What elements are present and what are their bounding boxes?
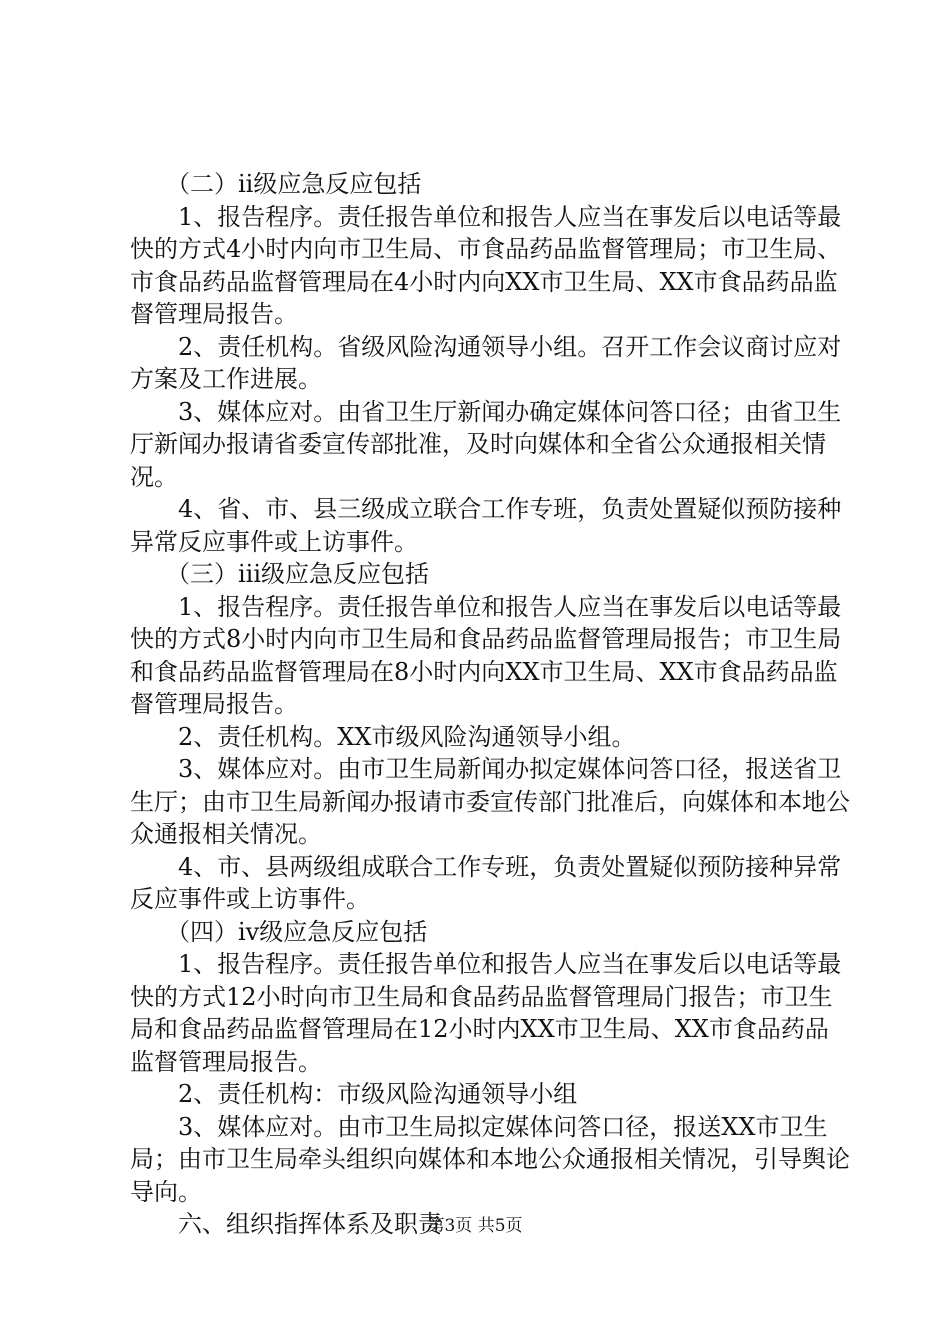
paragraph-ii-media: 3、媒体应对。由省卫生厅新闻办确定媒体问答口径；由省卫生厅新闻办报请省委宣传部批准，及时向媒体和全省公众通报相关情况。	[130, 397, 842, 491]
section-heading-iii: （三）iii级应急反应包括	[166, 560, 430, 588]
paragraph-ii-taskforce: 4、省、市、县三级成立联合工作专班，负责处置疑似预防接种异常反应事件或上访事件。	[130, 495, 842, 556]
paragraph-ii-agency: 2、责任机构。省级风险沟通领导小组。召开工作会议商讨应对方案及工作进展。	[130, 332, 842, 393]
document-body	[130, 168, 850, 1241]
paragraph-iv-agency: 2、责任机构：市级风险沟通领导小组	[178, 1080, 578, 1108]
paragraph-iii-media: 3、媒体应对。由市卫生局新闻办拟定媒体问答口径，报送省卫生厅；由市卫生局新闻办报请市委宣传部门批准后，向媒体和本地公众通报相关情况。	[130, 755, 850, 848]
section-heading-six: 六、组织指挥体系及职责	[178, 1210, 442, 1238]
paragraph-ii-reporting: 1、报告程序。责任报告单位和报告人应当在事发后以电话等最快的方式4小时内向市卫生局、市食品药品监督管理局；市卫生局、市食品药品监督管理局在4小时内向XX市卫生局、XX市食品药品监督管理局报告。	[130, 202, 842, 328]
section-heading-ii: （二）ii级应急反应包括	[166, 170, 422, 198]
paragraph-iii-taskforce: 4、市、县两级组成联合工作专班，负责处置疑似预防接种异常反应事件或上访事件。	[130, 852, 842, 913]
section-heading-iv: （四）iv级应急反应包括	[166, 917, 428, 946]
page-number-label: 第3页 共5页	[427, 1216, 523, 1236]
paragraph-iv-reporting: 1、报告程序。责任报告单位和报告人应当在事发后以电话等最快的方式12小时向市卫生局和食品药品监督管理局门报告；市卫生局和食品药品监督管理局在12小时内XX市卫生局、XX市食品药品监督管理局报告。	[130, 950, 842, 1076]
paragraph-iii-agency: 2、责任机构。XX市级风险沟通领导小组。	[178, 722, 636, 751]
page-footer	[0, 1214, 950, 1238]
paragraph-iv-media: 3、媒体应对。由市卫生局拟定媒体问答口径，报送XX市卫生局；由市卫生局牵头组织向媒体和本地公众通报相关情况，引导舆论导向。	[130, 1112, 850, 1206]
paragraph-iii-reporting: 1、报告程序。责任报告单位和报告人应当在事发后以电话等最快的方式8小时内向市卫生局和食品药品监督管理局报告；市卫生局和食品药品监督管理局在8小时内向XX市卫生局、XX市食品药品监督管理局报告。	[130, 592, 842, 718]
